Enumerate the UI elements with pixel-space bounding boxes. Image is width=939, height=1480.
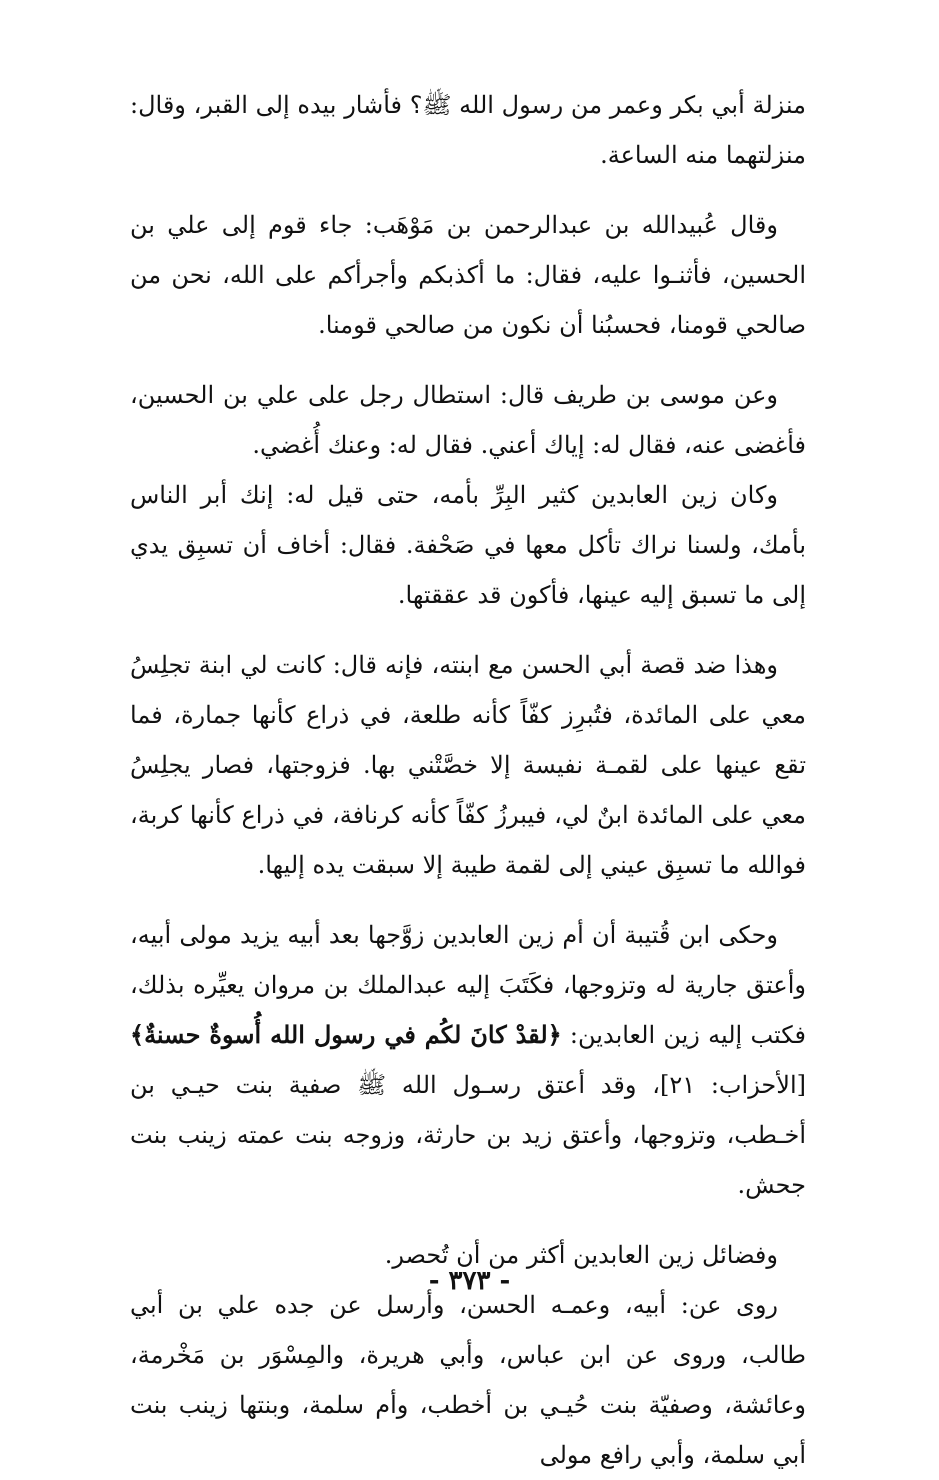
paragraph-4: وكان زين العابدين كثير البِرِّ بأمه، حتى قيل له: إنك أبر الناس بأمك، ولسنا نراك تأكل معها في صَحْفة. فقال: أخاف أن تسبِق يدي إلى ما تسبق إليه عينها، فأكون قد عققتها. bbox=[130, 481, 806, 609]
paragraph-3: وعن موسى بن طريف قال: استطال رجل على علي بن الحسين، فأغضى عنه، فقال له: إياك أعني. فقال له: وعنك أُغضي. bbox=[130, 381, 806, 459]
paragraph-2: وقال عُبيدالله بن عبدالرحمن بن مَوْهَب: جاء قوم إلى علي بن الحسين، فأثنـوا عليه، فقال: ما أكذبكم وأجرأكم على الله، نحن من صالحي قومنا، فحسبُنا أن نكون من صالحي قومنا. bbox=[130, 211, 806, 339]
paragraph-8: روى عن: أبيه، وعمـه الحسن، وأرسل عن جده علي بن أبي طالب، وروى عن ابن عباس، وأبي هريرة، والمِسْوَر بن مَخْرمة، وعائشة، وصفيّة بنت حُيـي بن أخطب، وأم سلمة، وبنتها زينب بنت أبي سلمة، وأبي رافع مولى bbox=[130, 1291, 806, 1469]
paragraph-1: منزلة أبي بكر وعمر من رسول الله ﷺ؟ فأشار بيده إلى القبر، وقال: منزلتهما منه الساعة. bbox=[130, 91, 806, 169]
paragraph-6 bbox=[130, 910, 806, 1210]
paragraph-7: وفضائل زين العابدين أكثر من أن تُحصر. bbox=[384, 1241, 778, 1269]
paragraph-6-text-before: وحكى ابن قُتيبة أن أم زين العابدين زوَّجها بعد أبيه يزيد مولى أبيه، وأعتق جارية له وتزوجها، فكَتَبَ إليه عبدالملك بن مروان يعيِّره بذلك، فكتب إليه زين العابدين: bbox=[130, 921, 806, 1049]
paragraph-6-text-after: [الأحزاب: ٢١]، وقد أعتق رسـول الله ﷺ صفية بنت حيـي بن أخـطب، وتزوجها، وأعتق زيد بن حارثة، وزوجه بنت عمته زينب بنت جحش. bbox=[130, 1071, 806, 1199]
quran-verse: ﴿لقدْ كانَ لكُم في رسول الله أُسوةٌ حسنةٌ﴾ bbox=[130, 1020, 562, 1049]
page-number: - ٣٧٣ - bbox=[428, 1266, 511, 1296]
paragraph-5: وهذا ضد قصة أبي الحسن مع ابنته، فإنه قال: كانت لي ابنة تجلِسُ معي على المائدة، فتُبرِز كفّاً كأنه طلعة، في ذراع كأنها جمارة، فما تقع عينها على لقمـة نفيسة إلا خصَّتْني بها. فزوجتها، فصار يجلِسُ معي على المائدة ابنٌ لي، فيبرزُ كفّاً كأنه كرنافة، في ذراع كأنها كربة، فوالله ما تسبِق عيني إلى لقمة طيبة إلا سبقت يده إليها. bbox=[130, 651, 806, 879]
